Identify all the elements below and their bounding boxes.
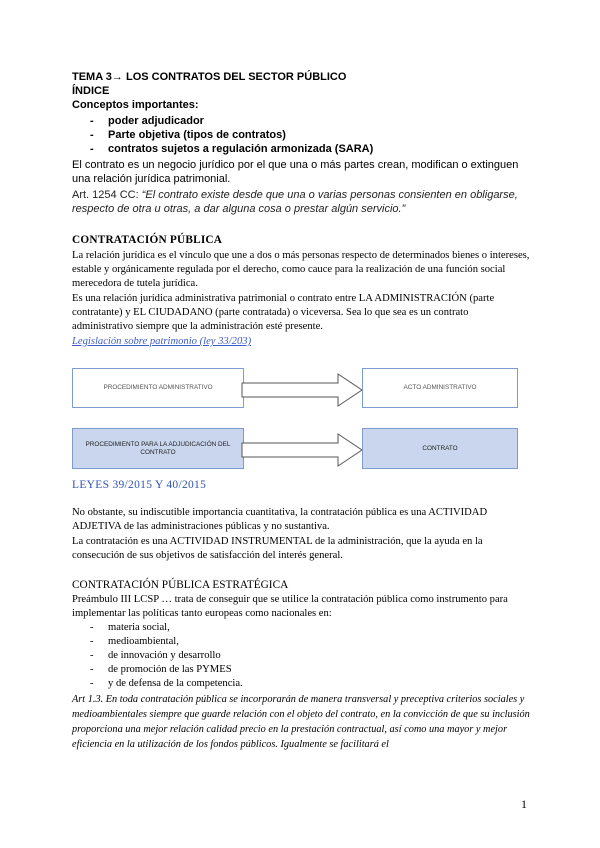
laws-heading: LEYES 39/2015 Y 40/2015	[72, 479, 207, 491]
article-quote: “El contrato existe desde que una o varias personas consienten en obligarse, respecto de otra u otras, a dar alguna cosa o prestar algún servicio.”	[72, 189, 518, 215]
list-item: - poder adjudicador	[72, 114, 532, 128]
legislation-link[interactable]: Legislación sobre patrimonio (ley 33/203)	[72, 336, 252, 347]
section1-paragraph-2: Es una relación jurídica administrativa patrimonial o contrato entre LA ADMINISTRACIÓN (parte contratante) y EL CIUDADANO (parte contratada) o viceversa. Sea lo que sea es un contrato administrativo siempre que la administración esté presente.	[72, 293, 495, 332]
document-title: TEMA 3→ LOS CONTRATOS DEL SECTOR PÚBLICO	[72, 71, 347, 83]
procedimiento-adjudicacion-box: PROCEDIMIENTO PARA LA ADJUDICACIÓN DEL CONTRATO	[72, 428, 244, 469]
article-1-3: Art 1.3. En toda contratación pública se incorporarán de manera transversal y preceptiva criterios sociales y medioambientales siempre que guarde relación con el objeto del contrato, en la convicción de que su inclusión proporciona una mejor relación calidad precio en la prestación contractual, así como una mayor y mejor eficiencia en la utilización de los fondos públicos. Igualmente se facilitará el	[72, 694, 530, 750]
concepts-list	[72, 114, 532, 156]
index-heading: ÍNDICE	[72, 85, 110, 97]
contrato-box: CONTRATO	[362, 428, 518, 469]
list-item: - de promoción de las PYMES	[72, 663, 532, 677]
policy-list	[72, 621, 532, 691]
article-1254	[72, 188, 532, 216]
page-number: 1	[521, 797, 527, 811]
arrow-right-icon	[240, 372, 364, 408]
list-item: - medioambiental,	[72, 635, 532, 649]
procedimiento-administrativo-box: PROCEDIMIENTO ADMINISTRATIVO	[72, 368, 244, 408]
section-heading-contratacion: CONTRATACIÓN PÚBLICA	[72, 234, 223, 246]
section-heading-estrategica: CONTRATACIÓN PÚBLICA ESTRATÉGICA	[72, 579, 289, 591]
section1-paragraph-1: La relación jurídica es el vínculo que une a dos o más personas respecto de determinados bienes o intereses, estable y orgánicamente regulada por el derecho, como cauce para la realización de una función social merecedora de tutela jurídica.	[72, 250, 530, 289]
intro-paragraph: El contrato es un negocio jurídico por el que una o más partes crean, modifican o extinguen una relación jurídica patrimonial.	[72, 159, 519, 185]
list-item: - contratos sujetos a regulación armonizada (SARA)	[72, 142, 532, 156]
arrow-right-icon	[240, 432, 364, 468]
paragraph-instrumental: La contratación es una ACTIVIDAD INSTRUMENTAL de la administración, que la ayuda en la consecución de sus objetivos de satisfacción del interés general.	[72, 536, 483, 561]
list-item: - y de defensa de la competencia.	[72, 677, 532, 691]
list-item: - Parte objetiva (tipos de contratos)	[72, 128, 532, 142]
paragraph-adjetiva: No obstante, su indiscutible importancia cuantitativa, la contratación pública es una ACTIVIDAD ADJETIVA de las administraciones públicas y no sustantiva.	[72, 507, 488, 532]
section2-paragraph: Preámbulo III LCSP … trata de conseguir que se utilice la contratación pública como instrumento para implementar las políticas tanto europeas como nacionales en:	[72, 594, 508, 619]
acto-administrativo-box: ACTO ADMINISTRATIVO	[362, 368, 518, 408]
article-ref: Art. 1254 CC:	[72, 189, 142, 201]
list-item: - de innovación y desarrollo	[72, 649, 532, 663]
concepts-heading: Conceptos importantes:	[72, 99, 199, 111]
list-item: - materia social,	[72, 621, 532, 635]
